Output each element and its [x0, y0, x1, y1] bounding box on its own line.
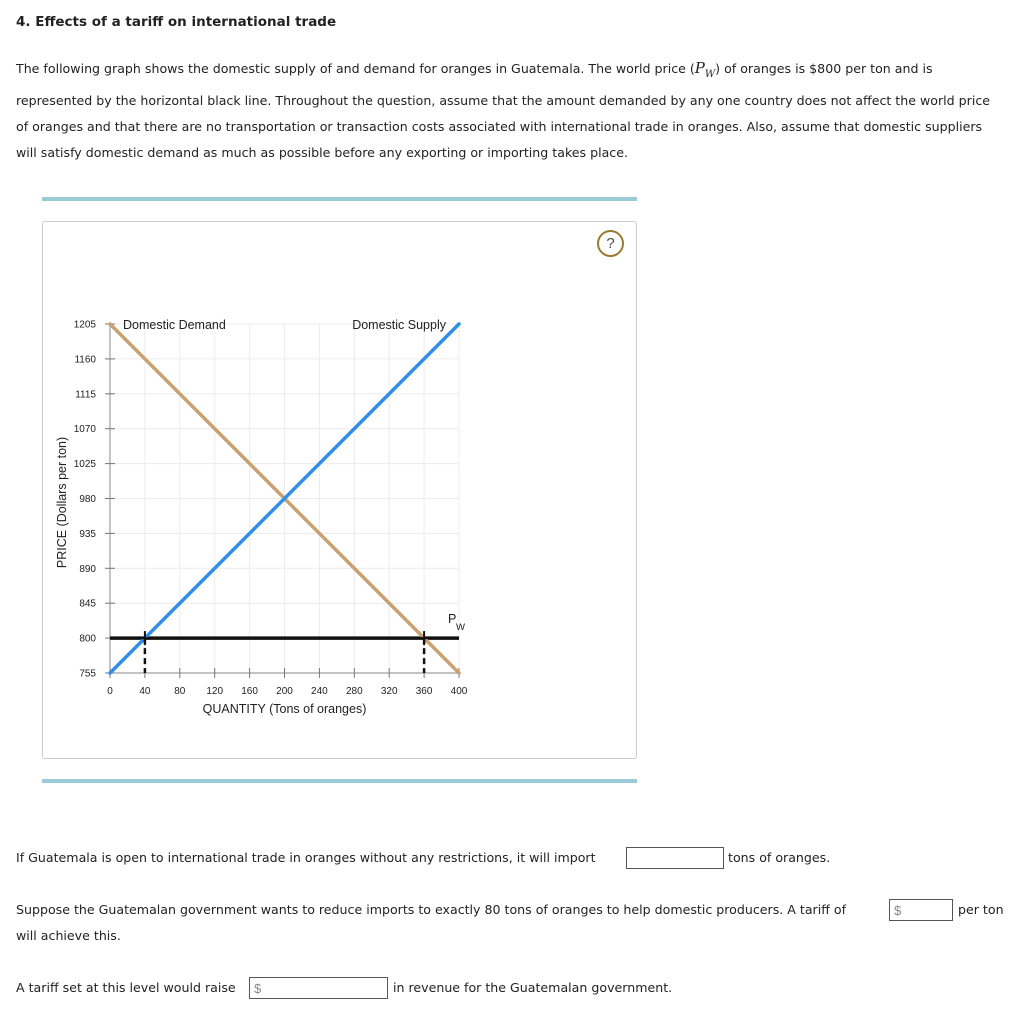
- revenue-input[interactable]: [249, 977, 388, 999]
- import-question-unit: tons of oranges.: [728, 850, 831, 865]
- x-axis-title: QUANTITY (Tons of oranges): [202, 702, 367, 716]
- x-tick-label: 200: [276, 686, 293, 697]
- y-tick-label: 845: [79, 598, 96, 610]
- y-tick-label: 1115: [75, 389, 96, 401]
- y-tick-label: 1205: [73, 319, 96, 331]
- y-axis-title: PRICE (Dollars per ton): [55, 436, 69, 569]
- y-tick-label: 980: [79, 494, 96, 505]
- y-tick-label: 755: [79, 668, 96, 680]
- bottom-divider: [42, 779, 637, 783]
- y-tick-label: 1070: [73, 424, 96, 436]
- tariff-question-wrap: will achieve this.: [16, 928, 121, 943]
- x-tick-label: 360: [415, 686, 433, 697]
- world-price-label-sub: W: [456, 622, 465, 633]
- x-tick-label: 80: [174, 686, 186, 697]
- intro-text-1: The following graph shows the domestic supply of and demand for oranges in Guatemala. The world price (: [16, 61, 695, 76]
- y-tick-label: 935: [79, 528, 96, 540]
- tariff-question-unit: per ton: [958, 902, 1004, 917]
- world-price-symbol: $P_W$: [694, 59, 716, 80]
- revenue-question-text: A tariff set at this level would raise: [16, 980, 236, 995]
- tariff-input[interactable]: [889, 899, 953, 921]
- x-tick-label: 280: [345, 686, 363, 697]
- world-price-label: P: [448, 612, 457, 626]
- revenue-question-unit: in revenue for the Guatemalan government.: [393, 980, 673, 995]
- imports-input[interactable]: [626, 847, 724, 869]
- help-icon[interactable]: ?: [597, 230, 624, 257]
- label-layer: [123, 318, 465, 633]
- intro-text-2: ) of oranges is $800 per ton and is represented by the horizontal black line. Throughout the question, assume that the amount demanded by any one country does not affect the world price of oranges and that there are no transportation or transaction costs associated with international trade in oranges. Also, assume that domestic suppliers will satisfy domestic demand as much as possible before any exporting or importing takes place.: [16, 61, 991, 160]
- x-tick-label: 240: [311, 686, 328, 697]
- supply-label: Domestic Supply: [352, 318, 446, 332]
- demand-label: Domestic Demand: [123, 318, 226, 332]
- question-heading: 4. Effects of a tariff on international trade: [16, 14, 337, 30]
- x-tick-label: 400: [450, 686, 468, 697]
- x-tick-label: 320: [380, 686, 398, 697]
- y-tick-label: 1160: [74, 354, 96, 366]
- y-tick-label: 1025: [73, 459, 96, 471]
- tariff-question-text: Suppose the Guatemalan government wants to reduce imports to exactly 80 tons of oranges to help domestic producers. A tariff of: [16, 902, 847, 917]
- x-tick-label: 0: [107, 686, 113, 697]
- x-tick-label: 120: [206, 686, 224, 697]
- x-tick-label: 160: [241, 686, 258, 697]
- x-tick-label: 40: [139, 686, 151, 697]
- import-question-text: If Guatemala is open to international trade in oranges without any restrictions, it will import: [16, 850, 596, 865]
- y-tick-label: 890: [79, 563, 96, 575]
- y-tick-label: 800: [79, 633, 96, 645]
